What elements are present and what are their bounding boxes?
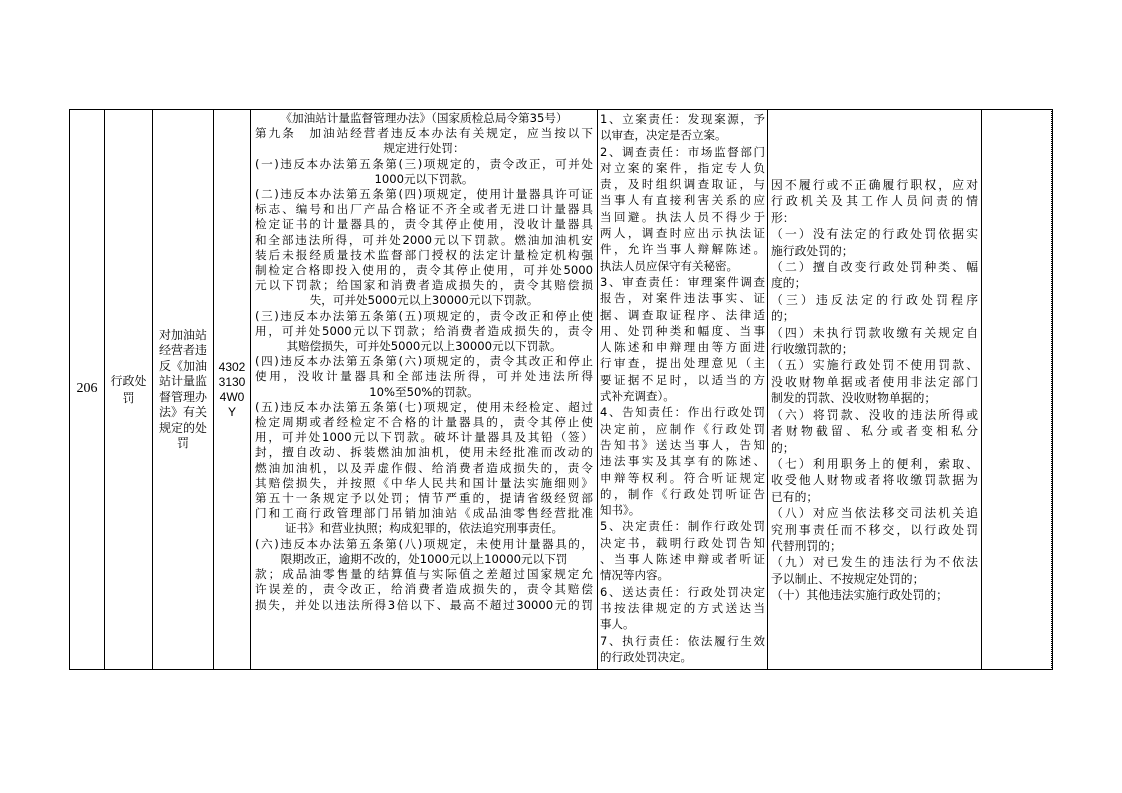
legal-basis-line: 制检定合格即投入使用的，责令其停止使用，可并处5000 — [255, 263, 593, 278]
legal-basis-line: 第九条 加油站经营者违反本办法有关规定，应当按以下 — [255, 126, 593, 141]
row-number: 206 — [76, 381, 98, 397]
responsibility-line: 的，制作《行政处罚听证告 — [600, 486, 765, 501]
responsibility-line: 人陈述和申辩理由等方面进 — [600, 340, 765, 355]
legal-basis-line: 封，擅自改动、拆装燃油加油机，使用未经批准而改动的 — [255, 445, 593, 460]
responsibility-line: 1、立案责任：发现案源，予 — [600, 112, 765, 126]
item-name-cell — [153, 110, 213, 669]
category-line: 行政处 — [110, 373, 147, 388]
legal-basis-line: (六)违反本办法第五条第(八)项规定，未使用计量器具的， — [255, 536, 593, 551]
legal-basis-line: (四)违反本办法第五条第(六)项规定的，责令其改正和停止 — [255, 354, 593, 369]
accountability-line: 的； — [771, 309, 795, 324]
category-line: 罚 — [122, 390, 135, 405]
legal-basis-line: 其赔偿损失，可并处5000元以上30000元以下罚款。 — [286, 339, 562, 354]
accountability-line: （五）实施行政处罚不使用罚款、 — [771, 358, 978, 373]
legal-basis-line: 限期改正，逾期不改的，处1000元以上10000元以下罚 — [280, 551, 568, 566]
item-code-line: 3130 — [218, 374, 246, 389]
item-name-line: 经营者违 — [158, 343, 207, 357]
legal-basis-line: 和全部违法所得，可并处2000元以下罚款。燃油加油机安 — [255, 232, 593, 247]
legal-basis-line: (五)违反本办法第五条第(七)项规定，使用未经检定、超过 — [255, 399, 593, 414]
responsibility-line: 书按法律规定的方式送达当 — [600, 600, 765, 615]
item-name-line: 对加油站 — [158, 327, 207, 342]
legal-basis-line: 元以下罚款；给国家和消费者造成损失的，责令其赔偿损 — [255, 278, 593, 293]
responsibility-line: 7、执行责任：依法履行生效 — [600, 633, 765, 648]
accountability-line: 已有的； — [771, 489, 819, 504]
item-code-line: Y — [227, 404, 236, 419]
legal-basis-line: 检定证书的计量器具的，责令其停止使用，没收计量器具 — [255, 217, 593, 232]
responsibility-line: 决定书，载明行政处罚告知 — [600, 535, 765, 550]
legal-basis-line: (一)违反本办法第五条第(三)项规定的，责令改正，可并处 — [255, 156, 593, 171]
legal-basis-line: 装后未报经质量技术监督部门授权的法定计量检定机构强 — [255, 247, 593, 262]
responsibility-line: 对立案的案件，指定专人负 — [600, 160, 765, 175]
responsibility-line: 件，允许当事人辩解陈述。 — [600, 242, 765, 257]
category-cell — [105, 110, 152, 669]
accountability-line: 形： — [771, 210, 795, 225]
responsibility-line: 据、调查取证程序、法律适 — [600, 307, 765, 322]
legal-basis-line: 10%至50%的罚款。 — [369, 384, 479, 399]
legal-basis-line: 款；成品油零售量的结算值与实际值之差超过国家规定允 — [255, 567, 593, 582]
accountability-line: 行收缴罚款的； — [771, 342, 854, 357]
accountability-line: 没收财物单据或者使用非法定部门 — [771, 374, 978, 389]
item-code-cell — [214, 110, 250, 669]
legal-basis-cell — [255, 111, 593, 667]
accountability-line: 行政机关及其工作人员问责的情 — [771, 194, 978, 209]
accountability-line: （四）未执行罚款收缴有关规定自 — [771, 325, 978, 340]
legal-basis-line: 损失，并处以违法所得3倍以下、最高不超过30000元的罚 — [255, 597, 593, 612]
responsibility-line: 5、决定责任：制作行政处罚 — [600, 519, 765, 534]
column-divider — [250, 109, 251, 670]
responsibility-line: 违法事实及其享有的陈述、 — [600, 454, 765, 469]
item-code-text — [219, 360, 246, 420]
responsibility-line: 报告，对案件违法事实、证 — [600, 291, 765, 306]
accountability-line: 因不履行或不正确履行职权，应对 — [771, 178, 978, 192]
responsibility-line: 当事人有直接利害关系的应 — [600, 193, 765, 208]
accountability-line: 度的； — [771, 276, 807, 291]
responsibility-line: 两人，调查时应出示执法证 — [600, 226, 765, 241]
item-name-line: 规定的处 — [158, 420, 207, 435]
item-name-line: 罚 — [176, 436, 189, 450]
legal-basis-line: (三)违反本办法第五条第(五)项规定的，责令改正和停止使 — [255, 308, 593, 323]
responsibility-cell — [600, 111, 765, 667]
responsibility-line: 以审查，决定是否立案。 — [600, 128, 727, 143]
accountability-line: （六）将罚款、没收的违法所得或 — [771, 407, 978, 422]
legal-basis-line: 第五十一条规定予以处罚；情节严重的，提请省级经贸部 — [255, 491, 593, 506]
item-code-line: 4302 — [218, 359, 246, 374]
accountability-line: （九）对已发生的违法行为不依法 — [771, 555, 978, 570]
item-name-text — [159, 328, 207, 452]
column-divider — [597, 109, 598, 670]
responsibility-line: 告知书》送达当事人，告知 — [600, 437, 765, 452]
responsibility-line: 4、告知责任：作出行政处罚 — [600, 405, 765, 420]
responsibility-line: 6、送达责任：行政处罚决定 — [600, 584, 765, 599]
accountability-line: 予以制止、不按规定处罚的； — [771, 571, 925, 586]
accountability-line: 收受他人财物或者将收缴罚款据为 — [771, 473, 978, 488]
legal-basis-line: 其赔偿损失，并按照《中华人民共和国计量法实施细则》 — [255, 475, 593, 490]
accountability-line: （三）违反法定的行政处罚程序 — [771, 292, 978, 307]
page-edge-dotted-line — [1051, 109, 1052, 670]
accountability-cell — [771, 177, 978, 617]
legal-basis-line: 使用，没收计量器具和全部违法所得，可并处违法所得 — [255, 369, 593, 384]
responsibility-line: 、当事人陈述申辩或者听证 — [600, 552, 765, 567]
legal-basis-line: 规定进行处罚： — [383, 141, 465, 156]
responsibility-line: 要证据不足时，以适当的方 — [600, 372, 765, 387]
responsibility-line: 申辩等权利。符合听证规定 — [600, 470, 765, 485]
accountability-line: 代替刑罚的； — [771, 538, 842, 553]
legal-basis-line: 燃油加油机，以及弄虚作假、给消费者造成损失的，责令 — [255, 460, 593, 475]
item-name-line: 反《加油 — [158, 358, 207, 373]
responsibility-line: 执法人员应保守有关秘密。 — [600, 258, 738, 273]
accountability-line: （一）没有法定的行政处罚依据实 — [771, 227, 978, 242]
accountability-line: （七）利用职务上的便利，索取、 — [771, 456, 978, 471]
accountability-line: 究刑事责任而不移交，以行政处罚 — [771, 522, 978, 537]
category-text — [110, 373, 146, 407]
responsibility-line: 用、处罚种类和幅度、当事 — [600, 323, 765, 338]
responsibility-line: 当回避。执法人员不得少于 — [600, 209, 765, 224]
responsibility-line: 2、调查责任：市场监督部门 — [600, 144, 765, 159]
remark-cell — [982, 110, 1051, 669]
legal-basis-line: (二)违反本办法第五条第(四)项规定，使用计量器具许可证 — [255, 187, 593, 202]
legal-basis-line: 用，可并处5000元以下罚款；给消费者造成损失的，责令 — [255, 323, 593, 338]
accountability-line: （八）对应当依法移交司法机关追 — [771, 506, 978, 521]
accountability-line: （十）其他违法实施行政处罚的； — [771, 588, 948, 603]
legal-basis-line: 失，可并处5000元以上30000元以下罚款。 — [309, 293, 539, 308]
accountability-line: 者财物截留、私分或者变相私分 — [771, 424, 978, 439]
item-code-line: 4W0 — [219, 389, 245, 404]
accountability-line: 的； — [771, 440, 795, 455]
responsibility-line: 知书》。 — [600, 503, 641, 518]
accountability-line: 施行政处罚的； — [771, 243, 854, 258]
legal-basis-line: 许误差的，责令改正，给消费者造成损失的，责令其赔偿 — [255, 582, 593, 597]
responsibility-line: 责，及时组织调查取证，与 — [600, 177, 765, 192]
accountability-line: （二）擅自改变行政处罚种类、幅 — [771, 260, 978, 275]
legal-basis-line: 用，可并处1000元以下罚款。破坏计量器具及其铅（签） — [255, 430, 593, 445]
item-name-line: 督管理办 — [158, 389, 207, 404]
legal-basis-line: 《加油站计量监督管理办法》（国家质检总局令第35号） — [280, 111, 568, 125]
responsibility-line: 3、审查责任：审理案件调查 — [600, 274, 765, 289]
column-divider — [767, 109, 768, 670]
responsibility-line: 行审查，提出处理意见（主 — [600, 356, 765, 371]
legal-basis-line: 证书》和营业执照；构成犯罪的，依法追究刑事责任。 — [284, 521, 564, 536]
accountability-line: 制发的罚款、没收财物单据的； — [771, 391, 937, 406]
responsibility-line: 决定前，应制作《行政处罚 — [600, 421, 765, 436]
item-name-line: 法》有关 — [158, 405, 207, 419]
legal-basis-line: 检定周期或者经检定不合格的计量器具的，责令其停止使 — [255, 415, 593, 430]
item-name-line: 站计量监 — [158, 374, 207, 388]
responsibility-line: 式补充调查）。 — [600, 389, 675, 404]
legal-basis-line: 标志、编号和出厂产品合格证不齐全或者无进口计量器具 — [255, 202, 593, 217]
legal-basis-line: 1000元以下罚款。 — [374, 171, 474, 186]
responsibility-line: 事人。 — [600, 617, 635, 632]
row-number-cell — [70, 110, 104, 669]
legal-basis-line: 门和工商行政管理部门吊销加油站《成品油零售经营批准 — [255, 506, 593, 521]
responsibility-line: 情况等内容。 — [600, 568, 669, 583]
responsibility-line: 的行政处罚决定。 — [600, 649, 692, 664]
